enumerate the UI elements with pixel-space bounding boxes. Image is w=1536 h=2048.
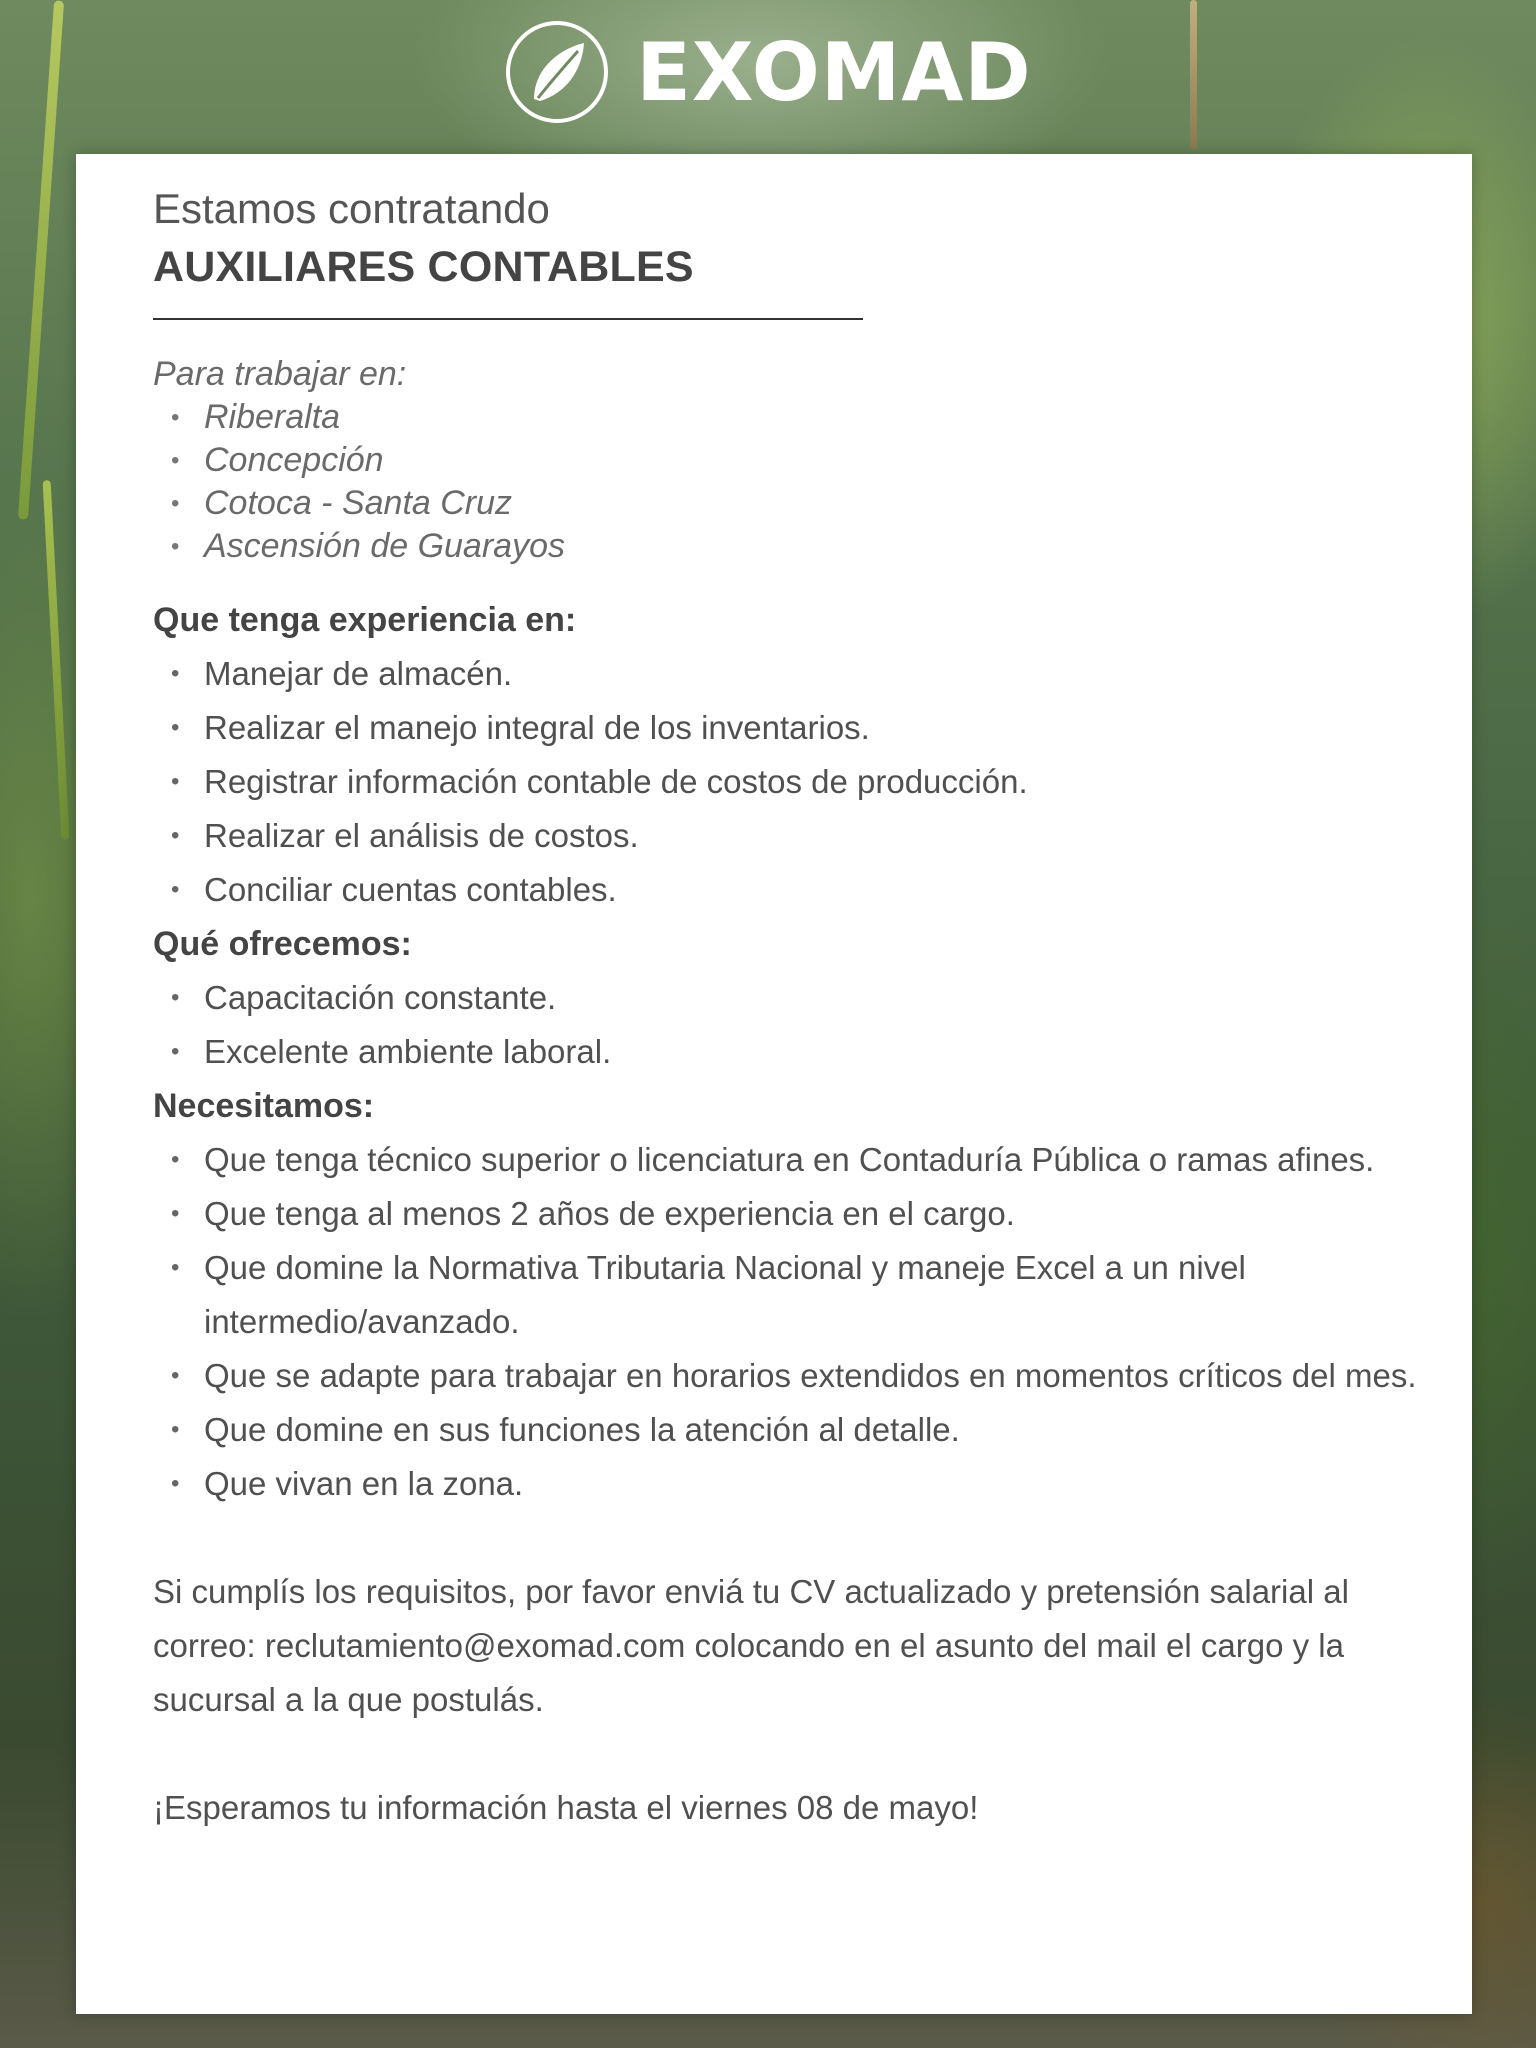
location-item: • Ascensión de Guarayos	[153, 525, 1472, 568]
title-divider	[153, 318, 863, 320]
experience-list	[153, 647, 1472, 917]
location-item: • Concepción	[153, 439, 1472, 482]
needs-heading: Necesitamos:	[153, 1087, 375, 1125]
location-item: • Cotoca - Santa Cruz	[153, 482, 1472, 525]
job-title: AUXILIARES CONTABLES	[153, 243, 694, 291]
locations-label: Para trabajar en:	[153, 355, 407, 393]
offer-list	[153, 971, 1472, 1079]
job-posting-card	[76, 154, 1472, 2014]
intro-text: Estamos contratando	[153, 185, 550, 232]
apply-instructions: Si cumplís los requisitos, por favor enviá tu CV actualizado y pretensión salarial al correo: reclutamiento@exomad.com colocando en el asunto del mail el cargo y la sucursal a la que postulás.	[153, 1573, 1349, 1718]
need-item: • Que domine la Normativa Tributaria Nacional y maneje Excel a un nivel intermedio/avanzado.	[153, 1241, 1434, 1349]
experience-item: • Realizar el manejo integral de los inventarios.	[153, 701, 1434, 755]
needs-list	[153, 1133, 1472, 1511]
closing-text: ¡Esperamos tu información hasta el viernes 08 de mayo!	[153, 1789, 979, 1826]
offer-item: • Excelente ambiente laboral.	[153, 1025, 1434, 1079]
offer-item: • Capacitación constante.	[153, 971, 1434, 1025]
need-item: • Que vivan en la zona.	[153, 1457, 1434, 1511]
need-item: • Que tenga al menos 2 años de experiencia en el cargo.	[153, 1187, 1434, 1241]
need-item: • Que domine en sus funciones la atención al detalle.	[153, 1403, 1434, 1457]
need-item: • Que tenga técnico superior o licenciatura en Contaduría Pública o ramas afines.	[153, 1133, 1434, 1187]
leaf-circle-icon	[504, 19, 610, 125]
experience-heading: Que tenga experiencia en:	[153, 601, 577, 639]
need-item: • Que se adapte para trabajar en horarios extendidos en momentos críticos del mes.	[153, 1349, 1434, 1403]
experience-item: • Registrar información contable de costos de producción.	[153, 755, 1434, 809]
experience-item: • Realizar el análisis de costos.	[153, 809, 1434, 863]
brand-name: EXOMAD	[636, 26, 1032, 119]
brand-header	[0, 0, 1536, 150]
experience-item: • Manejar de almacén.	[153, 647, 1434, 701]
offer-heading: Qué ofrecemos:	[153, 925, 412, 963]
experience-item: • Conciliar cuentas contables.	[153, 863, 1434, 917]
location-item: • Riberalta	[153, 396, 1472, 439]
background-vine	[43, 480, 70, 840]
locations-list	[153, 396, 1472, 568]
